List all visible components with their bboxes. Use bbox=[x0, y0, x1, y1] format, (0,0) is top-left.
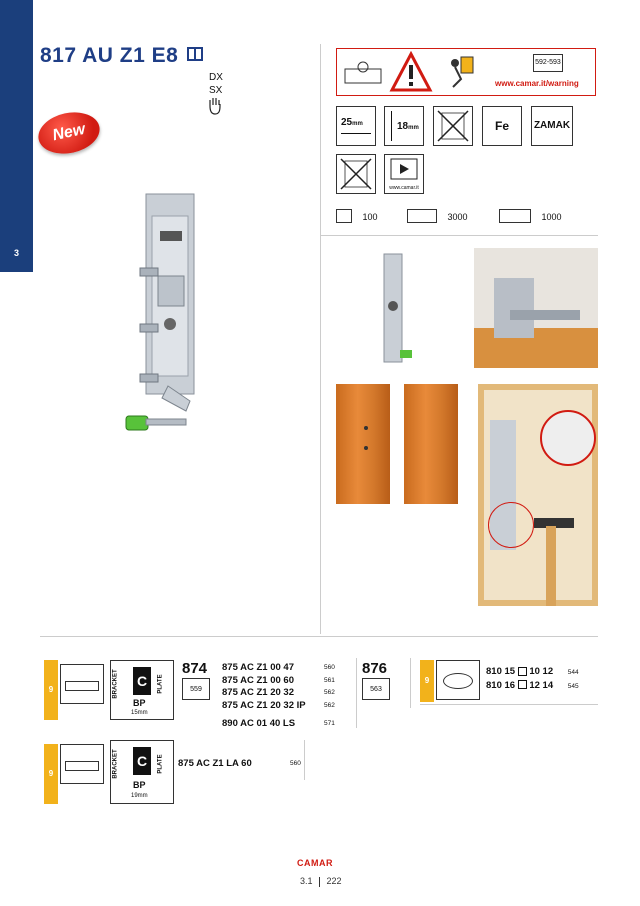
bracket-label-row1: BRACKET bbox=[112, 669, 119, 699]
group-876-book[interactable] bbox=[362, 678, 390, 700]
page-number bbox=[300, 876, 342, 887]
book-icon bbox=[518, 680, 527, 689]
video-icon[interactable] bbox=[384, 154, 424, 194]
drill-hole bbox=[364, 426, 368, 430]
accessory-code[interactable]: 875 AC Z1 00 47 bbox=[222, 662, 294, 673]
wood-panel-plain bbox=[404, 384, 458, 504]
bp-label-row2: BP bbox=[133, 780, 146, 790]
material-fe-badge bbox=[482, 106, 522, 146]
hinge-side-image bbox=[376, 250, 416, 368]
pallet-icon bbox=[407, 209, 437, 223]
box-qty: 100 bbox=[362, 212, 378, 222]
badge-9-row1 bbox=[44, 660, 58, 720]
truck-icon bbox=[499, 209, 531, 223]
divider-row1-b bbox=[410, 658, 411, 708]
wood-panel-drilled bbox=[336, 384, 390, 504]
cap-code-row bbox=[486, 666, 579, 680]
accessory-page-list bbox=[324, 662, 354, 731]
badge-9-row2 bbox=[44, 744, 58, 804]
bracket-label-row2: BRACKET bbox=[112, 749, 119, 779]
cap-code-row bbox=[486, 680, 579, 694]
new-badge: New bbox=[35, 107, 104, 159]
package-truck bbox=[499, 207, 579, 223]
assembly-icon bbox=[341, 55, 385, 89]
glove-icon bbox=[207, 96, 223, 116]
rail-icon-row1 bbox=[60, 664, 104, 704]
row1b-badge-text: 9 bbox=[424, 676, 430, 685]
accessory-page: 562 bbox=[324, 701, 335, 709]
bp-size-row2: 19mm bbox=[131, 793, 148, 799]
group-876-number: 876 bbox=[362, 660, 388, 677]
warning-pages: 592-593 bbox=[535, 59, 561, 66]
material1-label: Fe bbox=[494, 119, 509, 133]
badge-9-row1b bbox=[420, 660, 434, 702]
section-number: 3.1 bbox=[300, 876, 313, 886]
cap-code-list bbox=[486, 666, 579, 693]
package-pallet bbox=[407, 207, 487, 223]
warning-banner bbox=[336, 48, 596, 96]
divider-row1b bbox=[420, 704, 598, 705]
group-874-page: 559 bbox=[190, 686, 202, 693]
book-icon bbox=[187, 47, 203, 61]
side-dx: DX bbox=[209, 72, 223, 83]
book-icon bbox=[518, 667, 527, 676]
material-zamak-badge bbox=[531, 106, 573, 146]
no-glass-icon bbox=[433, 106, 473, 146]
warning-url[interactable]: www.camar.it/warning bbox=[495, 79, 579, 88]
plate-label-row1: PLATE bbox=[157, 674, 164, 694]
row2-badge-text: 9 bbox=[48, 769, 54, 778]
thickness2-value: 18 bbox=[397, 121, 409, 132]
bracket-plate-diagram-row1 bbox=[110, 660, 174, 720]
thickness1-value: 25 bbox=[341, 117, 353, 128]
bp-label-row1: BP bbox=[133, 698, 146, 708]
installer-icon bbox=[441, 53, 477, 91]
bp-size-row1: 15mm bbox=[131, 710, 148, 716]
video-url: www.camar.it bbox=[389, 185, 419, 191]
cap-page: 545 bbox=[567, 682, 579, 690]
row1-badge-text: 9 bbox=[48, 685, 54, 694]
bracket-shape-icon: C bbox=[133, 667, 151, 695]
accessory-code[interactable]: 875 AC Z1 00 60 bbox=[222, 674, 294, 686]
accessory-code[interactable]: 875 AC Z1 20 32 IP bbox=[222, 699, 306, 711]
divider-row2 bbox=[304, 740, 305, 780]
accessory-code[interactable]: 890 AC 01 40 LS bbox=[222, 718, 296, 729]
accessory-page: 561 bbox=[324, 676, 335, 684]
material2-label: ZAMAK bbox=[533, 120, 571, 131]
warning-triangle-icon bbox=[389, 51, 433, 93]
divider-row1-a bbox=[356, 658, 357, 728]
cap-extra: 10 12 bbox=[529, 666, 554, 677]
no-frame-icon bbox=[336, 154, 376, 194]
page-num: 222 bbox=[326, 876, 342, 886]
chapter-sidebar bbox=[0, 0, 33, 272]
accessory-page-row2: 560 bbox=[290, 760, 301, 767]
rail-icon-row2 bbox=[60, 744, 104, 784]
bracket-plate-diagram-row2 bbox=[110, 740, 174, 804]
accessory-page: 562 bbox=[324, 689, 335, 696]
brand-logo: CAMAR bbox=[297, 858, 333, 868]
product-code bbox=[40, 44, 203, 68]
thickness-18-icon bbox=[384, 106, 424, 146]
thickness2-unit: mm bbox=[408, 125, 419, 131]
cap-code[interactable]: 810 16 bbox=[486, 679, 516, 691]
accessory-code-row2[interactable]: 875 AC Z1 LA 60 bbox=[178, 758, 252, 769]
pallet-qty: 3000 bbox=[447, 212, 468, 222]
truck-qty: 1000 bbox=[541, 212, 562, 222]
chapter-number: 3 bbox=[13, 248, 19, 258]
warning-book-icon bbox=[533, 54, 563, 72]
cap-icon bbox=[436, 660, 480, 700]
group-874-book[interactable] bbox=[182, 678, 210, 700]
plate-label-row2: PLATE bbox=[157, 754, 164, 774]
accessory-page: 571 bbox=[324, 720, 335, 727]
side-list bbox=[209, 71, 223, 97]
product-code-text: 817 AU Z1 E8 bbox=[40, 44, 179, 67]
thickness-25-icon bbox=[336, 106, 376, 146]
mounting-photo bbox=[474, 248, 598, 368]
accessory-page: 560 bbox=[324, 664, 335, 671]
group-876-page: 563 bbox=[370, 686, 382, 693]
cap-extra: 12 14 bbox=[529, 679, 554, 691]
thickness1-unit: mm bbox=[352, 121, 363, 127]
divider-top-right bbox=[320, 235, 598, 236]
column-divider bbox=[320, 44, 321, 634]
product-main-image bbox=[118, 186, 218, 446]
cap-page: 544 bbox=[567, 669, 579, 676]
divider-accessories bbox=[40, 636, 598, 637]
side-sx: SX bbox=[209, 85, 223, 96]
group-874-number: 874 bbox=[182, 660, 208, 677]
bracket-shape-icon: C bbox=[133, 747, 151, 775]
box-icon bbox=[336, 209, 352, 223]
drill-hole bbox=[364, 446, 368, 450]
cap-code[interactable]: 810 15 bbox=[486, 666, 516, 677]
install-hammer-photo bbox=[478, 384, 598, 606]
accessory-code[interactable]: 875 AC Z1 20 32 bbox=[222, 687, 294, 698]
package-box bbox=[336, 207, 396, 223]
